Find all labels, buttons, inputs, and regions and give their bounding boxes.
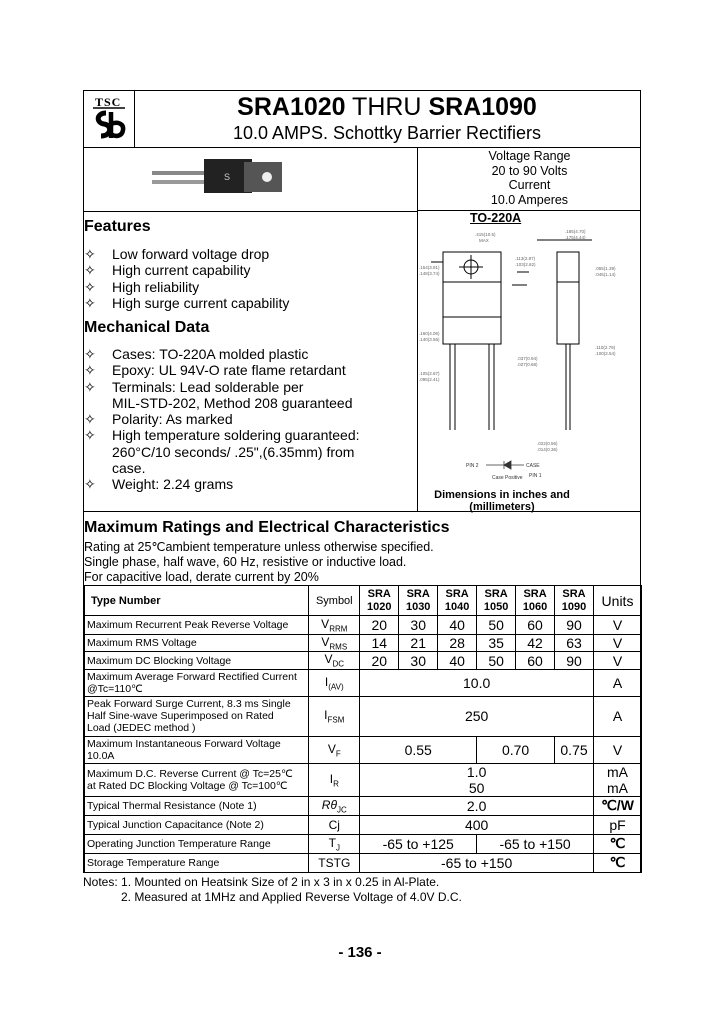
spec-summary: Voltage Range 20 to 90 Volts Current 10.0 Amperes (488, 149, 571, 207)
table-row: Maximum DC Blocking Voltage $V_{DC}$ 20 30 40 50 60 90 V (85, 652, 642, 669)
svg-text:.160(4.06): .160(4.06) (419, 331, 440, 336)
divider (84, 211, 417, 212)
svg-text:.105(2.67): .105(2.67) (419, 371, 440, 376)
header-model: SRA 1050 (477, 586, 516, 616)
svg-text:.148(3.74): .148(3.74) (419, 271, 440, 276)
table-row: Peak Forward Surge Current, 8.3 ms Single Half Sine-wave Superimposed on Rated Load (JEDEC method ) $I_{FSM}$ 250 A (85, 696, 642, 736)
list-item: ✧ Low forward voltage drop (84, 246, 270, 262)
header-units: Units (594, 586, 642, 616)
table-row: Storage Temperature Range TSTG -65 to +150 ℃ (85, 853, 642, 872)
table-row: Maximum Average Forward Rectified Current @Tc=110℃ $I_{(AV)}$ 10.0 A (85, 669, 642, 696)
svg-text:.103(2.62): .103(2.62) (515, 262, 536, 267)
list-item: ✧ High reliability (84, 278, 200, 295)
mechanical-heading: Mechanical Data (84, 319, 210, 336)
list-item: ✧ Epoxy: UL 94V-O rate flame retardant (84, 362, 346, 379)
table-row: Maximum RMS Voltage $V_{RMS}$ 14 21 28 35 42 63 V (85, 635, 642, 652)
list-item: MIL-STD-202, Method 208 guaranteed (112, 394, 353, 411)
svg-text:.014(0.36): .014(0.36) (537, 447, 558, 452)
table-header-row (85, 586, 642, 616)
ratings-note: For capacitive load, derate current by 20% (84, 570, 319, 584)
svg-text:.095(2.41): .095(2.41) (419, 377, 440, 382)
datasheet-frame (83, 90, 641, 873)
page-title: SRA1020 THRU SRA1090 (237, 93, 537, 121)
svg-text:MAX: MAX (479, 238, 489, 243)
svg-text:.415(10.5): .415(10.5) (475, 232, 496, 237)
table-row: Maximum D.C. Reverse Current @ Tc=25℃ at Rated DC Blocking Voltage @ Tc=100℃ $I_R$ 1.0 50 mA mA (85, 763, 642, 796)
mechanical-list (84, 346, 360, 493)
table-row: Typical Thermal Resistance (Note 1) $R\theta_{JC}$ 2.0 ℃/W (85, 796, 642, 815)
list-item: ✧ Polarity: As marked (84, 411, 233, 428)
svg-text:.113(2.87): .113(2.87) (515, 256, 536, 261)
page-number: - 136 - (338, 944, 382, 961)
header-model: SRA 1030 (399, 586, 438, 616)
ratings-note: Single phase, half wave, 60 Hz, resistive or inductive load. (84, 555, 407, 569)
company-logo (84, 91, 134, 147)
product-image (84, 147, 417, 211)
header-model: SRA 1090 (555, 586, 594, 616)
header-model: SRA 1040 (438, 586, 477, 616)
list-item: ✧ Weight: 2.24 grams (84, 476, 234, 493)
list-item: ✧ High temperature soldering guaranteed: (84, 427, 360, 444)
ratings-heading: Maximum Ratings and Electrical Characteristics (84, 519, 450, 536)
table-row: Maximum Instantaneous Forward Voltage 10.0A $V_F$ 0.55 0.70 0.75 V (85, 736, 642, 763)
list-item: ✧ High current capability (84, 262, 251, 279)
svg-text:.175(4.44): .175(4.44) (565, 235, 586, 240)
list-item: 260°C/10 seconds/ .25",(6.35mm) from (112, 443, 355, 460)
list-item: ✧ Terminals: Lead solderable per (84, 378, 304, 395)
pin2-label: PIN 2 (466, 463, 479, 469)
list-item: ✧ Cases: TO-220A molded plastic (84, 346, 309, 362)
page-subtitle: 10.0 AMPS. Schottky Barrier Rectifiers (232, 123, 542, 143)
header-symbol: Symbol (309, 586, 360, 616)
svg-text:.100(2.54): .100(2.54) (595, 351, 616, 356)
svg-text:.154(3.91): .154(3.91) (419, 265, 440, 270)
case-note: Case Positive (492, 475, 523, 481)
logo-mark-icon (84, 91, 134, 147)
features-heading: Features (84, 218, 151, 235)
table-row: Typical Junction Capacitance (Note 2) Cj 400 pF (85, 815, 642, 834)
svg-text:S: S (224, 172, 231, 182)
header-type: Type Number (85, 586, 309, 616)
table-row: Maximum Recurrent Peak Reverse Voltage $V_{RRM}$ 20 30 40 50 60 90 V (85, 616, 642, 635)
table-row: Operating Junction Temperature Range $T_J$ -65 to +125 -65 to +150 ℃ (85, 834, 642, 853)
svg-text:.045(1.14): .045(1.14) (595, 272, 616, 277)
pin-diagram (464, 445, 564, 485)
svg-text:.055(1.39): .055(1.39) (595, 266, 616, 271)
svg-text:.185(4.70): .185(4.70) (565, 229, 586, 234)
list-item: ✧ High surge current capability (84, 294, 290, 311)
list-item: case. (112, 460, 146, 477)
divider (417, 210, 640, 211)
features-list (84, 246, 289, 311)
package-title: TO-220A (470, 211, 522, 225)
pin1-label: PIN 1 (529, 473, 542, 479)
svg-text:.110(2.79): .110(2.79) (595, 345, 616, 350)
header-model: SRA 1020 (360, 586, 399, 616)
ratings-table (84, 585, 642, 873)
svg-text:.140(3.56): .140(3.56) (419, 337, 440, 342)
svg-text:.037(0.94): .037(0.94) (517, 356, 538, 361)
svg-text:.027(0.68): .027(0.68) (517, 362, 538, 367)
svg-text:.022(0.56): .022(0.56) (537, 441, 558, 446)
ratings-note: Rating at 25℃ambient temperature unless otherwise specified. (84, 540, 434, 554)
logo-text: TSC (95, 95, 122, 109)
footnotes: Notes: 1. Mounted on Heatsink Size of 2 in x 3 in x 0.25 in Al-Plate. 2. Measured at 1MHz and Applied Reverse Voltage of 4.0V D.C. (83, 875, 462, 904)
header-model: SRA 1060 (516, 586, 555, 616)
dimensions-note: Dimensions in inches and (millimeters) (434, 489, 570, 513)
case-label: CASE (526, 463, 540, 469)
